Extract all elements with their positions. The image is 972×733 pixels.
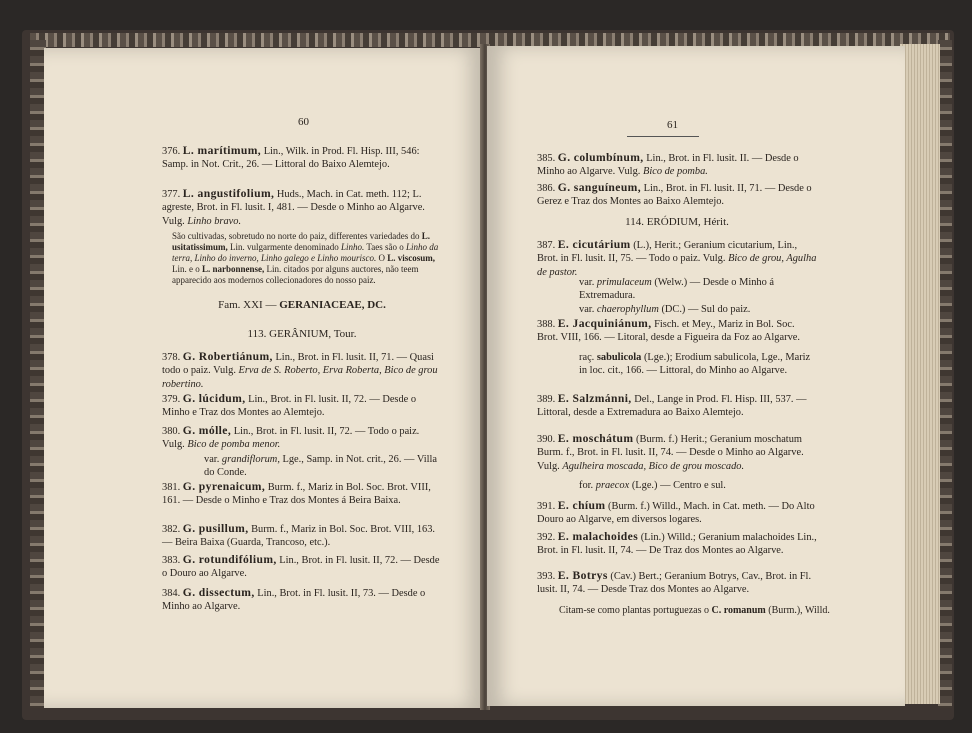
footer-note: Citam-se como plantas portuguezas o C. romanum (Burm.), Willd. bbox=[559, 605, 830, 616]
entry-378: 378. G. Robertiánum, Lin., Brot. in Fl. lusit. II, 71. — Quasi todo o paiz. Vulg. Erva de S. Roberto, Erva Roberta, Bico de grou robertino. bbox=[162, 350, 438, 390]
entry-389: 389. E. Salzmánni, Del., Lange in Prod. Fl. Hisp. III, 537. — Littoral, desde a Extremadura ao Baixo Alemtejo. bbox=[537, 392, 807, 419]
entry-387: 387. E. cicutárium (L.), Herit.; Geranium cicutarium, Lin., Brot. in Fl. lusit. II, 75. — Todo o paiz. Vulg. Bico de grou, Agulha de pastor. bbox=[537, 238, 817, 278]
race-388-sabulicola: raç. sabulicola (Lge.); Erodium sabulicola, Lge., Mariz in loc. cit., 166. — Littoral, do Minho ao Algarve. bbox=[579, 352, 811, 377]
entry-392: 392. E. malachoides (Lin.) Willd.; Geranium malachoides Lin., Brot. in Fl. lusit. II, 74. — De Traz dos Montes ao Algarve. bbox=[537, 530, 817, 557]
entry-380: 380. G. mólle, Lin., Brot. in Fl. lusit. II, 72. — Todo o paiz. Vulg. Bico de pomba menor. bbox=[162, 424, 420, 451]
marbled-edge-right bbox=[938, 40, 952, 708]
entry-385: 385. G. columbínum, Lin., Brot. in Fl. lusit. II. — Desde o Minho ao Algarve. Vulg. Bico de pomba. bbox=[537, 151, 799, 178]
entry-377: 377. L. angustifolium, Huds., Mach. in Cat. meth. 112; L. agreste, Brot. in Fl. lusit. I, 481. — Desde o Minho ao Algarve. Vulg. Linho bravo. bbox=[162, 187, 425, 227]
left-page bbox=[44, 48, 484, 708]
page-number-left: 60 bbox=[298, 116, 309, 128]
entry-383: 383. G. rotundifólium, Lin., Brot. in Fl. lusit. II, 72. — Desde o Douro ao Algarve. bbox=[162, 553, 440, 580]
variety-380: var. grandiflorum, Lge., Samp. in Not. crit., 26. — Villa do Conde. bbox=[204, 454, 437, 479]
header-rule bbox=[627, 136, 699, 137]
genus-heading-erodium: 114. ERÓDIUM, Hérit. bbox=[625, 216, 729, 228]
genus-heading-geranium: 113. GERÂNIUM, Tour. bbox=[247, 328, 357, 340]
entry-384: 384. G. dissectum, Lin., Brot. in Fl. lusit. II, 73. — Desde o Minho ao Algarve. bbox=[162, 586, 426, 613]
entry-376: 376. L. marítimum, Lin., Wilk. in Prod. Fl. Hisp. III, 546: Samp. in Not. Crit., 26. — Littoral do Baixo Alemtejo. bbox=[162, 144, 420, 171]
entry-391: 391. E. chíum (Burm. f.) Willd., Mach. in Cat. meth. — Do Alto Douro ao Algarve, em diversos logares. bbox=[537, 499, 815, 526]
right-page bbox=[487, 46, 905, 706]
page-number-right: 61 bbox=[667, 119, 678, 131]
page-edges bbox=[900, 44, 940, 704]
entry-382: 382. G. pusillum, Burm. f., Mariz in Bol. Soc. Brot. VIII, 163. — Beira Baixa (Guarda, Trancoso, etc.). bbox=[162, 522, 436, 549]
entry-381: 381. G. pyrenaicum, Burm. f., Mariz in Bol. Soc. Brot. VIII, 161. — Desde o Minho e Traz dos Montes á Beira Baixa. bbox=[162, 480, 431, 507]
cultivated-note: São cultivadas, sobretudo no norte do paiz, differentes variedades do L. usitatissimum, Lin. vulgarmente denominado Linho. Taes são o Linho da terra, Linho do inverno, Linho galego e Linho mourisco. O L. viscosum, Lin. e o L. narbonnense, Lin. citados por alguns auctores, não teem apparecido aos modernos collecionadores do nosso paiz. bbox=[172, 231, 439, 285]
entry-388: 388. E. Jacquiniánum, Fisch. et Mey., Mariz in Bol. Soc. Brot. VIII, 166. — Litoral, desde a Figueira da Foz ao Algarve. bbox=[537, 317, 800, 344]
variety-387-chaerophyllum: var. chaerophyllum (DC.) — Sul do paiz. bbox=[579, 304, 751, 315]
entry-390: 390. E. moschátum (Burm. f.) Herit.; Geranium moschatum Burm. f., Brot. in Fl. lusit. II, 74. — Desde o Minho ao Algarve. Vulg. Agulheira moscada, Bico de grou moscado. bbox=[537, 432, 804, 472]
entry-393: 393. E. Botrys (Cav.) Bert.; Geranium Botrys, Cav., Brot. in Fl. lusit. II, 74. — Desde Traz dos Montes ao Algarve. bbox=[537, 569, 812, 596]
family-heading: Fam. XXI — GERANIACEAE, DC. bbox=[218, 299, 386, 311]
form-390-praecox: for. praecox (Lge.) — Centro e sul. bbox=[579, 480, 726, 491]
entry-386: 386. G. sanguíneum, Lin., Brot. in Fl. lusit. II, 71. — Desde o Gerez e Traz dos Montes ao Baixo Alemtejo. bbox=[537, 181, 812, 208]
entry-379: 379. G. lúcidum, Lin., Brot. in Fl. lusit. II, 72. — Desde o Minho e Traz dos Montes ao Alemtejo. bbox=[162, 392, 417, 419]
marbled-edge-top bbox=[30, 33, 950, 47]
variety-387-primulaceum: var. primulaceum (Welw.) — Desde o Minho á Extremadura. bbox=[579, 277, 775, 302]
